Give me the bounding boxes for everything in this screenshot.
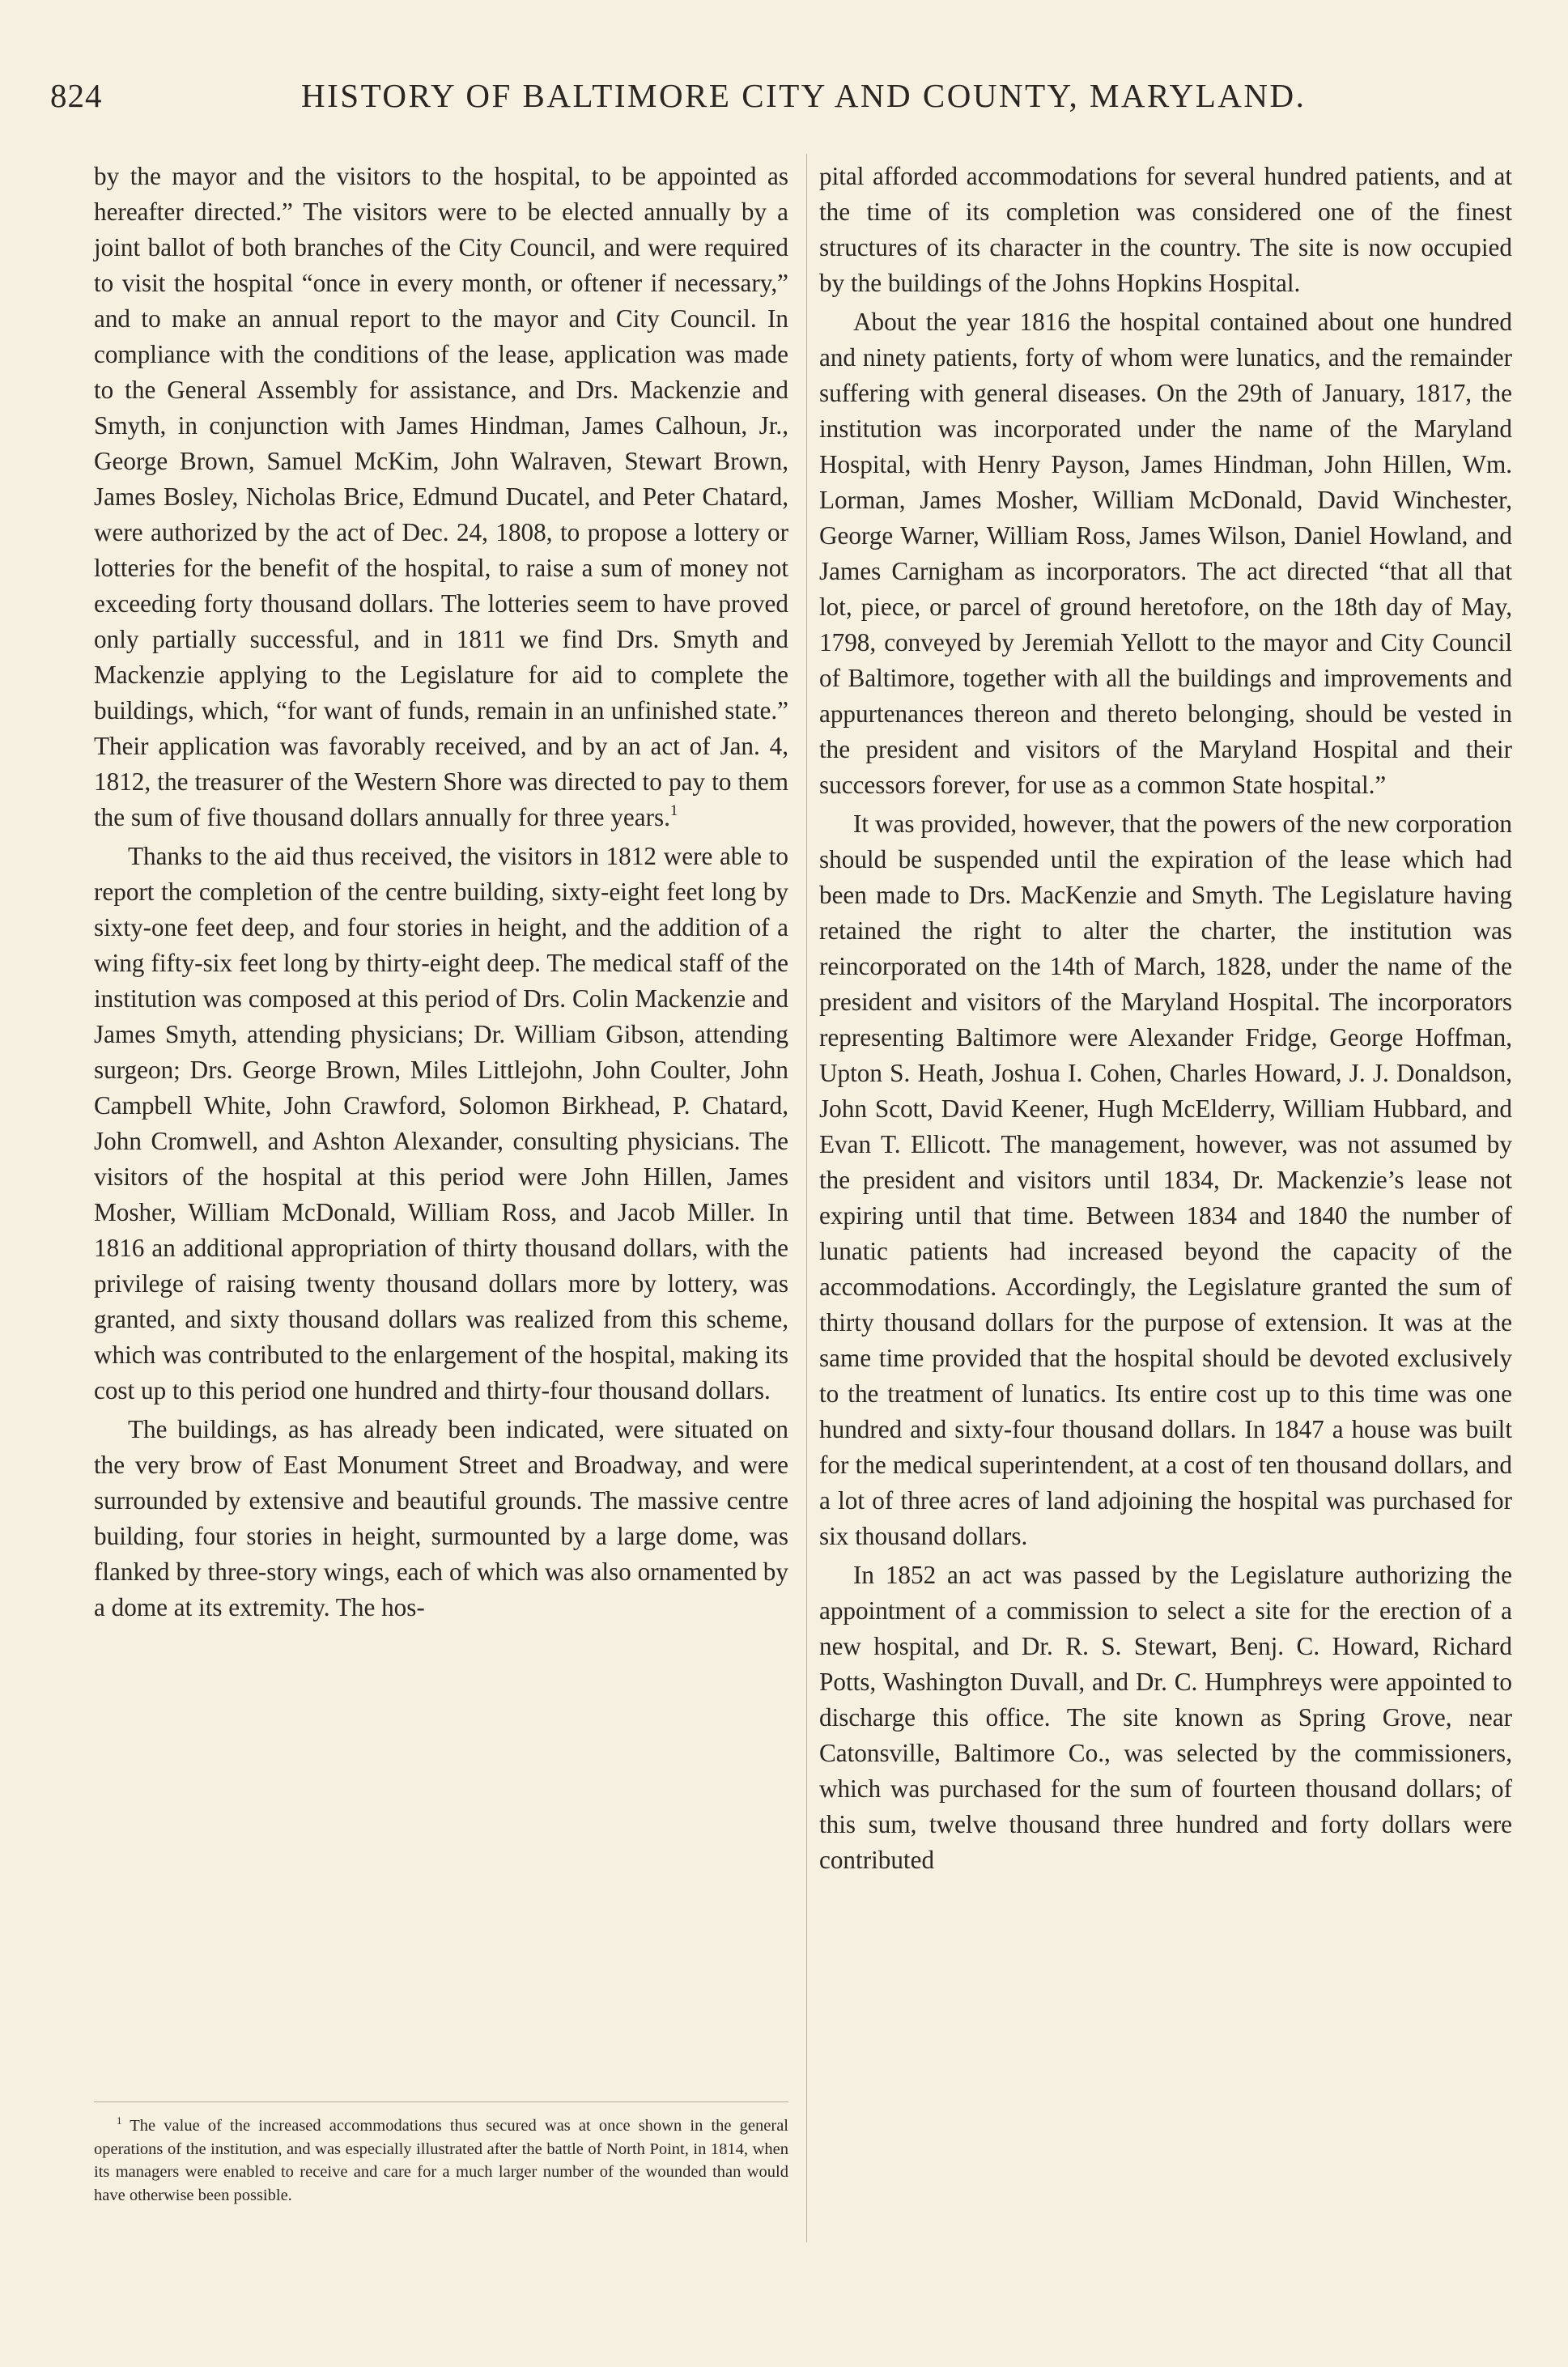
paragraph [94, 159, 788, 835]
paragraph: In 1852 an act was passed by the Legislature authorizing the appointment of a commission to select a site for the erection of a new hospital, and Dr. R. S. Stewart, Benj. C. Howard, Richard Potts, Washington Duvall, and Dr. C. Humphreys were appointed to discharge this office. The site known as Spring Grove, near Catonsville, Baltimore Co., was selected by the commissioners, which was purchased for the sum of fourteen thousand dollars; of this sum, twelve thousand three hundred and forty dollars were contributed [819, 1561, 1512, 1874]
left-column [94, 159, 788, 2093]
paragraph: The buildings, as has already been indicated, were situated on the very brow of East Monument Street and Broadway, and were surrounded by extensive and beautiful grounds. The massive centre building, four stories in height, surmounted by a large dome, was flanked by three-story wings, each of which was also ornamented by a dome at its extremity. The hos- [94, 1415, 788, 1621]
right-column [819, 159, 1512, 2263]
footnote-text: The value of the increased accommodations thus secured was at once shown in the general operations of the institution, and was especially illustrated after the battle of North Point, in 1814, when its managers were enabled to receive and care for a much larger number of the wounded than would have otherwise been possible. [94, 2117, 788, 2204]
page-number: 824 [50, 77, 103, 114]
paragraph: Thanks to the aid thus received, the visitors in 1812 were able to report the completion of the centre building, sixty-eight feet long by sixty-one feet deep, and four stories in height, and the addition of a wing fifty-six feet long by thirty-eight deep. The medical staff of the institution was composed at this period of Drs. Colin Mackenzie and James Smyth, attending physicians; Dr. William Gibson, attending surgeon; Drs. George Brown, Miles Littlejohn, John Coulter, John Campbell White, John Crawford, Solomon Birkhead, P. Chatard, John Cromwell, and Ashton Alexander, consulting physicians. The visitors of the hospital at this period were John Hillen, James Mosher, William McDonald, William Ross, and Jacob Miller. In 1816 an additional appropriation of thirty thousand dollars, with the privilege of raising twenty thousand dollars more by lottery, was granted, and sixty thousand dollars was realized from this scheme, which was contributed to the enlargement of the hospital, making its cost up to this period one hundred and thirty-four thousand dollars. [94, 842, 788, 1404]
footnote [94, 2114, 788, 2207]
paragraph: pital afforded accommodations for several hundred patients, and at the time of its completion was considered one of the finest structures of its character in the country. The site is now occupied by the buildings of the Johns Hopkins Hospital. [819, 162, 1512, 297]
paragraph: It was provided, however, that the powers of the new corporation should be suspended until the expiration of the lease which had been made to Drs. MacKenzie and Smyth. The Legislature having retained the right to alter the charter, the institution was reincorporated on the 14th of March, 1828, under the name of the president and visitors of the Maryland Hospital. The incorporators representing Baltimore were Alexander Fridge, George Hoffman, Upton S. Heath, Joshua I. Cohen, Charles Howard, J. J. Donaldson, John Scott, David Keener, Hugh McElderry, William Hubbard, and Evan T. Ellicott. The management, however, was not assumed by the president and visitors until 1834, Dr. Mackenzie’s lease not expiring until that time. Between 1834 and 1840 the number of lunatic patients had increased beyond the capacity of the accommodations. Accordingly, the Legislature granted the sum of thirty thousand dollars for the purpose of extension. It was at the same time provided that the hospital should be devoted exclusively to the treatment of lunatics. Its entire cost up to this time was one hundred and sixty-four thousand dollars. In 1847 a house was built for the medical superintendent, at a cost of ten thousand dollars, and a lot of three acres of land adjoining the hospital was purchased for six thousand dollars. [819, 810, 1512, 1550]
paragraph: About the year 1816 the hospital contained about one hundred and ninety patients, forty of whom were lunatics, and the remainder suffering with general diseases. On the 29th of January, 1817, the institution was incorporated under the name of the Maryland Hospital, with Henry Payson, James Hindman, John Hillen, Wm. Lorman, James Mosher, William McDonald, David Winchester, George Warner, William Ross, James Wilson, Daniel Howland, and James Carnigham as incorporators. The act directed “that all that lot, piece, or parcel of ground heretofore, on the 18th day of May, 1798, conveyed by Jeremiah Yellott to the mayor and City Council of Baltimore, together with all the buildings and improvements and appurtenances thereon and thereto belonging, should be vested in the president and visitors of the Maryland Hospital and their successors forever, for use as a common State hospital.” [819, 308, 1512, 799]
column-divider [806, 154, 807, 2242]
footnote-divider [94, 2101, 788, 2102]
paragraph-text: by the mayor and the visitors to the hospital, to be appointed as hereafter directed.” The visitors were to be elected annually by a joint ballot of both branches of the City Council, and were required to visit the hospital “once in every month, or oftener if necessary,” and to make an annual report to the mayor and City Council. In compliance with the conditions of the lease, application was made to the General Assembly for assistance, and Drs. Mackenzie and Smyth, in conjunction with James Hindman, James Calhoun, Jr., George Brown, Samuel McKim, John Walraven, Stewart Brown, James Bosley, Nicholas Brice, Edmund Ducatel, and Peter Chatard, were authorized by the act of Dec. 24, 1808, to propose a lottery or lotteries for the benefit of the hospital, to raise a sum of money not exceeding forty thousand dollars. The lotteries seem to have proved only partially successful, and in 1811 we find Drs. Smyth and Mackenzie applying to the Legislature for aid to complete the buildings, which, “for want of funds, remain in an unfinished state.” Their application was favorably received, and by an act of Jan. 4, 1812, the treasurer of the Western Shore was directed to pay to them the sum of five thousand dollars annually for three years. [94, 162, 788, 831]
footnote-number: 1 [117, 2114, 122, 2127]
footnote-marker: 1 [669, 802, 678, 819]
running-title: HISTORY OF BALTIMORE CITY AND COUNTY, MARYLAND. [301, 77, 1307, 114]
